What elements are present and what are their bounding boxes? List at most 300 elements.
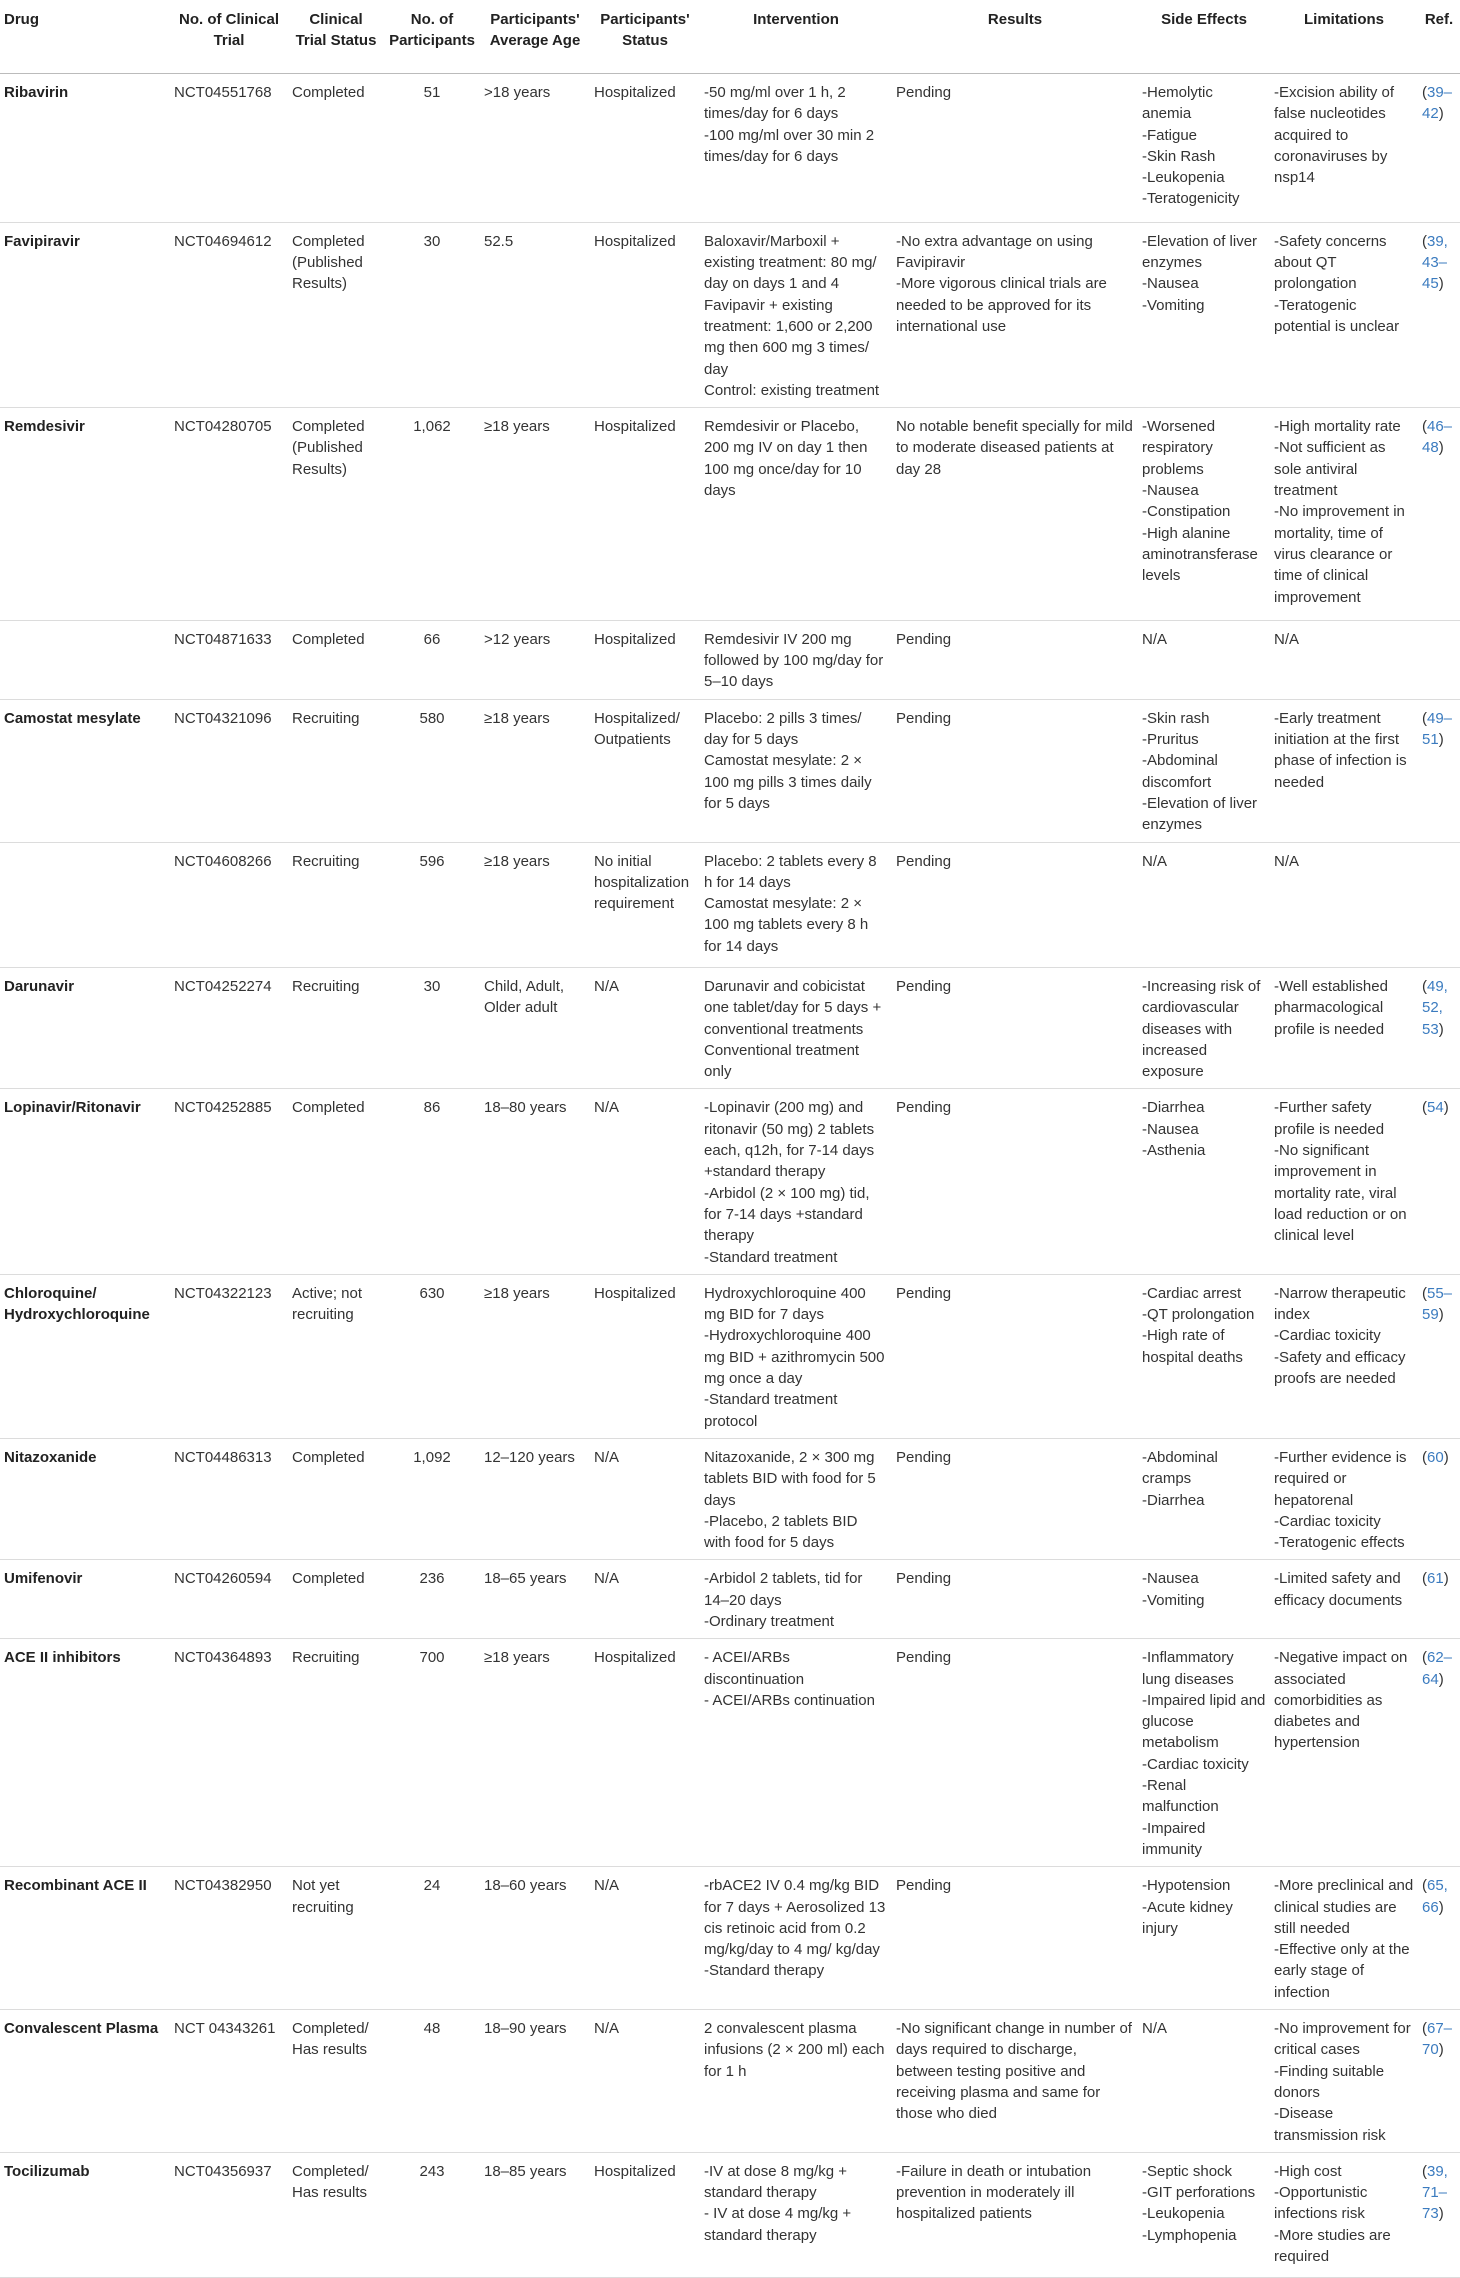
cell-line: -Disease transmission risk	[1274, 2105, 1386, 2144]
cell-drug: Nitazoxanide	[0, 1438, 170, 1559]
header-drug: Drug	[0, 0, 170, 74]
cell-participant-status: Hospitalized	[590, 408, 700, 621]
table-row	[0, 2152, 1460, 2277]
cell-trial: NCT04382950	[170, 1867, 288, 2010]
cell-drug	[0, 842, 170, 967]
cell-participant-status: N/A	[590, 2010, 700, 2153]
cell-line: -Cardiac toxicity	[1274, 1327, 1381, 1345]
cell-limitations	[1270, 1867, 1418, 2010]
cell-drug: Convalescent Plasma	[0, 2010, 170, 2153]
cell-line: -Ordinary treatment	[704, 1613, 835, 1630]
cell-drug: Camostat mesylate	[0, 699, 170, 842]
ref-link[interactable]: 39, 43–45	[1422, 232, 1448, 293]
cell-results	[892, 2010, 1138, 2153]
cell-line: -Abdominal discomfort	[1142, 752, 1218, 791]
cell-line: -Not sufficient as sole antiviral treatment	[1274, 439, 1386, 500]
cell-trial: NCT04551768	[170, 74, 288, 223]
cell-drug: Favipiravir	[0, 222, 170, 407]
table-row	[0, 1560, 1460, 1639]
table-row	[0, 967, 1460, 1088]
cell-line: Pending	[896, 1284, 952, 1302]
cell-participant-status: Hospitalized	[590, 620, 700, 699]
header-results: Results	[892, 0, 1138, 74]
cell-line: -Inflammatory lung diseases	[1142, 1649, 1234, 1688]
cell-results	[892, 408, 1138, 621]
cell-status: Recruiting	[288, 842, 384, 967]
cell-side-effects	[1138, 2010, 1270, 2153]
cell-line: Pending	[896, 977, 952, 995]
cell-side-effects	[1138, 1560, 1270, 1639]
cell-trial: NCT04608266	[170, 842, 288, 967]
header-status: Clinical Trial Status	[288, 0, 384, 74]
ref-link[interactable]: 54	[1427, 1099, 1444, 1117]
table-row	[0, 222, 1460, 407]
cell-line: -Constipation	[1142, 503, 1231, 521]
header-intervention: Intervention	[700, 0, 892, 74]
cell-participant-status: Hospitalized/ Outpatients	[590, 699, 700, 842]
cell-age: 18–85 years	[480, 2152, 590, 2277]
cell-trial: NCT04280705	[170, 408, 288, 621]
cell-limitations	[1270, 699, 1418, 842]
cell-line: N/A	[1274, 630, 1300, 648]
cell-status: Active; not recruiting	[288, 1274, 384, 1438]
cell-intervention	[700, 222, 892, 407]
cell-trial: NCT 04343261	[170, 2010, 288, 2153]
ref-link[interactable]: 39–42	[1422, 84, 1453, 123]
cell-intervention	[700, 699, 892, 842]
cell-trial: NCT04694612	[170, 222, 288, 407]
ref-link[interactable]: 67–70	[1422, 2020, 1453, 2059]
cell-line: Control: existing treatment	[704, 381, 880, 399]
cell-participants: 700	[384, 1639, 480, 1867]
cell-status: Completed/ Has results	[288, 2010, 384, 2153]
cell-line: -Nausea	[1142, 1570, 1199, 1588]
table-row	[0, 1867, 1460, 2010]
cell-line: -Skin rash	[1142, 709, 1210, 727]
cell-ref: (60)	[1418, 1438, 1460, 1559]
cell-line: -Standard therapy	[704, 1962, 825, 1980]
cell-results	[892, 1274, 1138, 1438]
cell-line: Pending	[896, 1099, 952, 1117]
cell-ref: (54)	[1418, 1089, 1460, 1274]
cell-intervention	[700, 2010, 892, 2153]
cell-line: -Cardiac arrest	[1142, 1284, 1242, 1302]
cell-drug: Recombinant ACE II	[0, 1867, 170, 2010]
cell-line: -Teratogenic potential is unclear	[1274, 296, 1400, 335]
cell-side-effects	[1138, 1438, 1270, 1559]
cell-line: -More studies are required	[1274, 2226, 1391, 2266]
cell-line: -Cardiac toxicity	[1274, 1512, 1381, 1530]
cell-drug: ACE II inhibitors	[0, 1639, 170, 1867]
cell-trial: NCT04252885	[170, 1089, 288, 1274]
cell-line: -High alanine aminotransferase levels	[1142, 524, 1258, 585]
cell-participants: 630	[384, 1274, 480, 1438]
cell-line: Conventional treatment only	[704, 1041, 860, 1081]
cell-line: Placebo: 2 tablets every 8 h for 14 days	[704, 852, 877, 891]
cell-line: -rbACE2 IV 0.4 mg/kg BID for 7 days + Aerosolized 13 cis retinoic acid from 0.2 mg/kg/day to 4 mg/ kg/day	[704, 1877, 886, 1959]
cell-line: -Further evidence is required or hepatorenal	[1274, 1448, 1407, 1509]
cell-drug	[0, 620, 170, 699]
cell-line: Camostat mesylate: 2 × 100 mg tablets every 8 h for 14 days	[704, 895, 869, 955]
cell-line: -Safety concerns about QT prolongation	[1274, 232, 1387, 293]
table-row	[0, 2010, 1460, 2153]
table-row	[0, 1438, 1460, 1559]
table-row	[0, 620, 1460, 699]
cell-status: Not yet recruiting	[288, 1867, 384, 2010]
cell-age: 18–60 years	[480, 1867, 590, 2010]
cell-line: N/A	[1142, 630, 1168, 648]
cell-side-effects	[1138, 620, 1270, 699]
cell-line: -Lopinavir (200 mg) and ritonavir (50 mg) 2 tablets each, q12h, for 7-14 days +standard therapy	[704, 1099, 875, 1181]
cell-age: ≥18 years	[480, 1639, 590, 1867]
cell-line: -Diarrhea	[1142, 1099, 1205, 1117]
cell-line: -Teratogenic effects	[1274, 1534, 1405, 1552]
cell-results	[892, 1089, 1138, 1274]
cell-participant-status: Hospitalized	[590, 1639, 700, 1867]
cell-side-effects	[1138, 1089, 1270, 1274]
cell-line: -Well established pharmacological profile is needed	[1274, 977, 1388, 1038]
cell-line: -Hemolytic anemia	[1142, 84, 1213, 123]
cell-intervention	[700, 1867, 892, 2010]
cell-participant-status: Hospitalized	[590, 74, 700, 223]
cell-line: -Cardiac toxicity	[1142, 1755, 1249, 1773]
table-row	[0, 74, 1460, 223]
cell-line: Pending	[896, 852, 952, 870]
cell-side-effects	[1138, 222, 1270, 407]
cell-line: -Elevation of liver enzymes	[1142, 232, 1258, 272]
cell-participants: 24	[384, 1867, 480, 2010]
cell-line: Placebo: 2 pills 3 times/ day for 5 days	[704, 709, 862, 749]
ref-link[interactable]: 49, 52, 53	[1422, 977, 1448, 1038]
cell-line: -High rate of hospital deaths	[1142, 1327, 1243, 1366]
cell-line: -Narrow therapeutic index	[1274, 1284, 1406, 1324]
cell-intervention	[700, 620, 892, 699]
cell-line: -No improvement in mortality, time of virus clearance or time of clinical improvement	[1274, 503, 1405, 606]
cell-line: -Impaired immunity	[1142, 1819, 1206, 1858]
cell-line: -High mortality rate	[1274, 418, 1401, 436]
cell-line: Hydroxychloroquine 400 mg BID for 7 days	[704, 1284, 866, 1324]
cell-status: Completed	[288, 74, 384, 223]
cell-limitations	[1270, 1089, 1418, 1274]
cell-side-effects	[1138, 1274, 1270, 1438]
cell-ref	[1418, 842, 1460, 967]
cell-line: Pending	[896, 1570, 952, 1588]
cell-side-effects	[1138, 1867, 1270, 2010]
cell-line: -Elevation of liver enzymes	[1142, 794, 1258, 834]
table-body	[0, 74, 1460, 2278]
cell-results	[892, 1560, 1138, 1639]
cell-drug: Chloroquine/ Hydroxychloroquine	[0, 1274, 170, 1438]
cell-line: Pending	[896, 1649, 952, 1667]
cell-ref: (61)	[1418, 1560, 1460, 1639]
cell-line: 2 convalescent plasma infusions (2 × 200 ml) each for 1 h	[704, 2020, 885, 2080]
cell-line: Remdesivir or Placebo, 200 mg IV on day 1 then 100 mg once/day for 10 days	[704, 418, 868, 500]
cell-line: Remdesivir IV 200 mg followed by 100 mg/day for 5–10 days	[704, 630, 884, 691]
header-ref: Ref.	[1418, 0, 1460, 74]
cell-line: -More preclinical and clinical studies are still needed	[1274, 1877, 1414, 1937]
cell-line: -Impaired lipid and glucose metabolism	[1142, 1691, 1266, 1752]
cell-side-effects	[1138, 408, 1270, 621]
cell-line: -Finding suitable donors	[1274, 2062, 1385, 2101]
cell-line: -Opportunistic infections risk	[1274, 2184, 1368, 2223]
cell-limitations	[1270, 1438, 1418, 1559]
cell-ref	[1418, 620, 1460, 699]
cell-ref: (49–51)	[1418, 699, 1460, 842]
cell-drug: Tocilizumab	[0, 2152, 170, 2277]
cell-intervention	[700, 1639, 892, 1867]
cell-intervention	[700, 74, 892, 223]
cell-participants: 48	[384, 2010, 480, 2153]
cell-line: -Limited safety and efficacy documents	[1274, 1570, 1403, 1609]
cell-line: -Vomiting	[1142, 296, 1205, 314]
cell-line: -Standard treatment	[704, 1248, 838, 1266]
cell-line: - ACEI/ARBs continuation	[704, 1691, 875, 1709]
ref-link[interactable]: 55–59	[1422, 1284, 1453, 1324]
cell-intervention	[700, 1089, 892, 1274]
cell-participants: 66	[384, 620, 480, 699]
cell-line: - IV at dose 4 mg/kg + standard therapy	[704, 2205, 852, 2244]
cell-line: -50 mg/ml over 1 h, 2 times/day for 6 days	[704, 84, 846, 123]
cell-line: -Diarrhea	[1142, 1491, 1205, 1509]
header-trial: No. of Clinical Trial	[170, 0, 288, 74]
cell-line: -More vigorous clinical trials are needed to be approved for its international use	[896, 275, 1107, 335]
ref-link[interactable]: 60	[1427, 1448, 1444, 1466]
cell-status: Completed	[288, 1560, 384, 1639]
cell-status: Completed/ Has results	[288, 2152, 384, 2277]
cell-age: >18 years	[480, 74, 590, 223]
cell-age: 18–90 years	[480, 2010, 590, 2153]
cell-line: -Abdominal cramps	[1142, 1448, 1218, 1488]
cell-ref: (46–48)	[1418, 408, 1460, 621]
cell-line: -Safety and efficacy proofs are needed	[1274, 1348, 1406, 1388]
cell-line: -Increasing risk of cardiovascular diseases with increased exposure	[1142, 977, 1261, 1081]
cell-side-effects	[1138, 74, 1270, 223]
cell-participant-status: N/A	[590, 1438, 700, 1559]
cell-limitations	[1270, 2152, 1418, 2277]
ref-link[interactable]: 46–48	[1422, 418, 1453, 457]
cell-line: -No improvement for critical cases	[1274, 2020, 1411, 2059]
cell-status: Recruiting	[288, 967, 384, 1088]
cell-limitations	[1270, 620, 1418, 699]
cell-age: 18–80 years	[480, 1089, 590, 1274]
cell-status: Completed	[288, 1438, 384, 1559]
cell-ref: (62–64)	[1418, 1639, 1460, 1867]
cell-line: -Acute kidney injury	[1142, 1898, 1233, 1937]
cell-status: Completed (Published Results)	[288, 222, 384, 407]
cell-line: -Arbidol 2 tablets, tid for 14–20 days	[704, 1570, 863, 1609]
cell-side-effects	[1138, 2152, 1270, 2277]
cell-results	[892, 1438, 1138, 1559]
cell-limitations	[1270, 842, 1418, 967]
table-row	[0, 1089, 1460, 1274]
cell-drug: Ribavirin	[0, 74, 170, 223]
header-participant-status: Participants' Status	[590, 0, 700, 74]
cell-intervention	[700, 408, 892, 621]
cell-line: -Leukopenia	[1142, 2205, 1225, 2223]
table-row	[0, 408, 1460, 621]
cell-side-effects	[1138, 699, 1270, 842]
cell-trial: NCT04486313	[170, 1438, 288, 1559]
cell-line: -No significant improvement in mortality rate, viral load reduction or on clinical level	[1274, 1142, 1407, 1245]
table-row	[0, 699, 1460, 842]
cell-line: N/A	[1274, 852, 1300, 870]
cell-participants: 243	[384, 2152, 480, 2277]
cell-participant-status: N/A	[590, 1560, 700, 1639]
cell-line: -Worsened respiratory problems	[1142, 418, 1216, 478]
header-limitations: Limitations	[1270, 0, 1418, 74]
cell-side-effects	[1138, 842, 1270, 967]
cell-line: -Hypotension	[1142, 1877, 1231, 1895]
cell-ref: (55–59)	[1418, 1274, 1460, 1438]
table-row	[0, 842, 1460, 967]
cell-age: ≥18 years	[480, 842, 590, 967]
ref-link[interactable]: 65, 66	[1422, 1877, 1448, 1916]
cell-participant-status: N/A	[590, 1867, 700, 2010]
cell-intervention	[700, 842, 892, 967]
cell-line: Pending	[896, 84, 952, 101]
cell-status: Recruiting	[288, 699, 384, 842]
cell-participant-status: No initial hospitalization requirement	[590, 842, 700, 967]
cell-limitations	[1270, 222, 1418, 407]
cell-line: -Failure in death or intubation prevention in moderately ill hospitalized patients	[896, 2162, 1092, 2223]
cell-line: -Negative impact on associated comorbidities as diabetes and hypertension	[1274, 1649, 1408, 1752]
cell-drug: Lopinavir/Ritonavir	[0, 1089, 170, 1274]
cell-results	[892, 222, 1138, 407]
cell-line: - ACEI/ARBs discontinuation	[704, 1649, 805, 1688]
cell-results	[892, 967, 1138, 1088]
cell-results	[892, 842, 1138, 967]
cell-trial: NCT04260594	[170, 1560, 288, 1639]
table-row	[0, 1639, 1460, 1867]
cell-results	[892, 2152, 1138, 2277]
cell-status: Completed	[288, 1089, 384, 1274]
cell-line: -Septic shock	[1142, 2162, 1233, 2180]
cell-line: -Nausea	[1142, 482, 1199, 500]
table-header	[0, 0, 1460, 74]
cell-line: Baloxavir/Marboxil + existing treatment: 80 mg/ day on days 1 and 4	[704, 232, 877, 293]
cell-line: -Teratogenicity	[1142, 190, 1240, 208]
cell-line: -Skin Rash	[1142, 147, 1216, 165]
cell-trial: NCT04252274	[170, 967, 288, 1088]
cell-line: -GIT perforations	[1142, 2184, 1256, 2202]
cell-intervention	[700, 1560, 892, 1639]
cell-age: 18–65 years	[480, 1560, 590, 1639]
cell-participant-status: N/A	[590, 967, 700, 1088]
cell-status: Recruiting	[288, 1639, 384, 1867]
cell-line: -Early treatment initiation at the first phase of infection is needed	[1274, 709, 1407, 791]
table-row	[0, 1274, 1460, 1438]
cell-ref: (49, 52, 53)	[1418, 967, 1460, 1088]
cell-line: -Renal malfunction	[1142, 1777, 1219, 1816]
ref-link[interactable]: 39, 71–73	[1422, 2162, 1448, 2223]
cell-line: -Arbidol (2 × 100 mg) tid, for 7-14 days +standard therapy	[704, 1184, 870, 1245]
cell-line: -Leukopenia	[1142, 169, 1225, 187]
ref-link[interactable]: 49–51	[1422, 709, 1453, 749]
cell-line: Camostat mesylate: 2 × 100 mg pills 3 times daily for 5 days	[704, 752, 872, 812]
cell-participants: 30	[384, 967, 480, 1088]
cell-status: Completed (Published Results)	[288, 408, 384, 621]
cell-side-effects	[1138, 1639, 1270, 1867]
cell-participants: 1,092	[384, 1438, 480, 1559]
cell-ref: (65, 66)	[1418, 1867, 1460, 2010]
cell-line: -Further safety profile is needed	[1274, 1099, 1385, 1138]
cell-line: N/A	[1142, 2020, 1168, 2038]
cell-results	[892, 74, 1138, 223]
cell-limitations	[1270, 408, 1418, 621]
cell-line: -Effective only at the early stage of infection	[1274, 1941, 1410, 2001]
cell-results	[892, 1639, 1138, 1867]
cell-age: 52.5	[480, 222, 590, 407]
cell-results	[892, 620, 1138, 699]
cell-participant-status: Hospitalized	[590, 2152, 700, 2277]
cell-limitations	[1270, 1560, 1418, 1639]
cell-limitations	[1270, 1639, 1418, 1867]
cell-age: Child, Adult, Older adult	[480, 967, 590, 1088]
cell-ref: (67–70)	[1418, 2010, 1460, 2153]
header-participants: No. of Participants	[384, 0, 480, 74]
cell-line: Favipavir + existing treatment: 1,600 or 2,200 mg then 600 mg 3 times/ day	[704, 296, 873, 378]
cell-line: -IV at dose 8 mg/kg + standard therapy	[704, 2162, 847, 2202]
cell-line: -Placebo, 2 tablets BID with food for 5 days	[704, 1512, 858, 1552]
cell-line: Pending	[896, 1877, 952, 1895]
ref-link[interactable]: 62–64	[1422, 1649, 1453, 1688]
cell-age: 12–120 years	[480, 1438, 590, 1559]
cell-results	[892, 1867, 1138, 2010]
cell-trial: NCT04356937	[170, 2152, 288, 2277]
cell-line: -QT prolongation	[1142, 1306, 1255, 1324]
cell-limitations	[1270, 967, 1418, 1088]
cell-line: -No significant change in number of days required to discharge, between testing positive and receiving plasma and same for those who died	[896, 2020, 1132, 2123]
cell-line: Pending	[896, 709, 952, 727]
cell-age: >12 years	[480, 620, 590, 699]
cell-drug: Umifenovir	[0, 1560, 170, 1639]
cell-side-effects	[1138, 967, 1270, 1088]
cell-trial: NCT04321096	[170, 699, 288, 842]
cell-line: Nitazoxanide, 2 × 300 mg tablets BID with food for 5 days	[704, 1448, 876, 1509]
cell-participants: 30	[384, 222, 480, 407]
cell-line: -Fatigue	[1142, 126, 1198, 144]
cell-line: -Nausea	[1142, 275, 1199, 293]
cell-participant-status: Hospitalized	[590, 1274, 700, 1438]
cell-participant-status: Hospitalized	[590, 222, 700, 407]
cell-participants: 51	[384, 74, 480, 223]
cell-line: Darunavir and cobicistat one tablet/day for 5 days + conventional treatments	[704, 977, 882, 1038]
cell-status: Completed	[288, 620, 384, 699]
cell-line: Pending	[896, 630, 952, 648]
cell-line: -Lymphopenia	[1142, 2226, 1237, 2244]
cell-participants: 1,062	[384, 408, 480, 621]
cell-participants: 86	[384, 1089, 480, 1274]
cell-line: N/A	[1142, 852, 1168, 870]
ref-link[interactable]: 61	[1427, 1570, 1444, 1588]
cell-age: ≥18 years	[480, 699, 590, 842]
cell-line: -Pruritus	[1142, 731, 1199, 749]
header-age: Participants' Average Age	[480, 0, 590, 74]
cell-line: -No extra advantage on using Favipiravir	[896, 232, 1093, 272]
cell-intervention	[700, 1274, 892, 1438]
cell-age: ≥18 years	[480, 408, 590, 621]
cell-line: -Standard treatment protocol	[704, 1391, 838, 1430]
cell-intervention	[700, 1438, 892, 1559]
cell-trial: NCT04364893	[170, 1639, 288, 1867]
cell-results	[892, 699, 1138, 842]
cell-drug: Remdesivir	[0, 408, 170, 621]
cell-participants: 596	[384, 842, 480, 967]
cell-intervention	[700, 967, 892, 1088]
cell-trial: NCT04322123	[170, 1274, 288, 1438]
cell-line: No notable benefit specially for mild to moderate diseased patients at day 28	[896, 418, 1133, 478]
cell-ref: (39, 43–45)	[1418, 222, 1460, 407]
